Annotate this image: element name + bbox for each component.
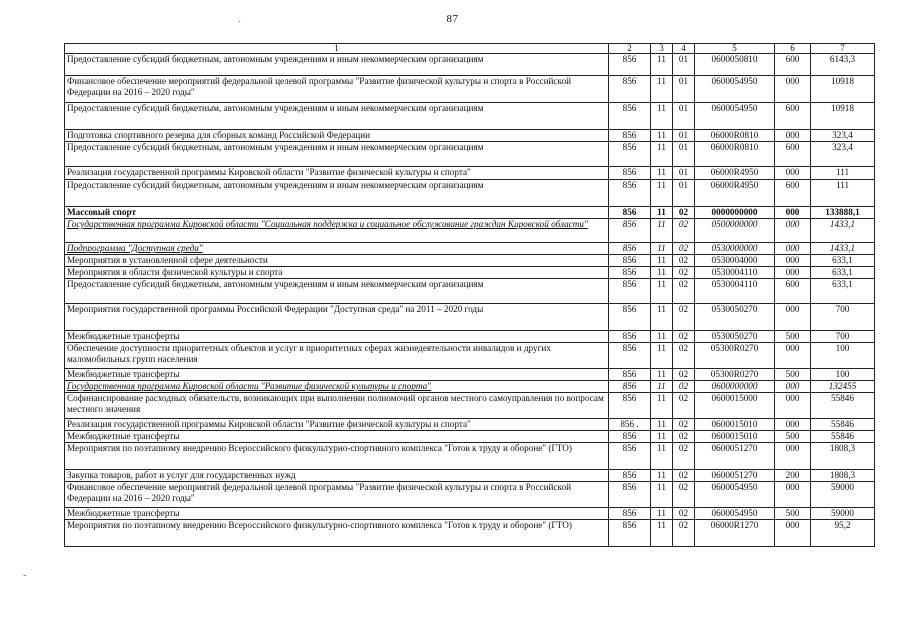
- subsection-code: 01: [673, 142, 695, 167]
- column-number: 3: [651, 44, 673, 54]
- section-code: 11: [651, 243, 673, 255]
- target-article-code: 0600051270: [695, 470, 775, 482]
- target-article-code: 0530000000: [695, 243, 775, 255]
- section-code: 11: [651, 482, 673, 508]
- amount: 323,4: [811, 130, 875, 142]
- table-row: [65, 304, 875, 331]
- table-row: [65, 267, 875, 279]
- expense-type-code: 000: [775, 167, 811, 180]
- subsection-code: 02: [673, 381, 695, 393]
- section-code: 11: [651, 76, 673, 103]
- amount: 700: [811, 331, 875, 343]
- table-row: [65, 520, 875, 547]
- target-article-code: 0000000000: [695, 207, 775, 219]
- budget-table-container: [64, 43, 874, 547]
- line-item-name: Межбюджетные трансферты: [65, 331, 609, 343]
- subsection-code: 02: [673, 243, 695, 255]
- table-row: [65, 381, 875, 393]
- expense-type-code: 000: [775, 393, 811, 419]
- expense-type-code: 600: [775, 180, 811, 207]
- section-code: 11: [651, 103, 673, 130]
- expense-type-code: 000: [775, 381, 811, 393]
- expense-type-code: 000: [775, 130, 811, 142]
- section-code: 11: [651, 279, 673, 304]
- ministry-code: 856: [609, 207, 651, 219]
- expense-type-code: 000: [775, 343, 811, 369]
- ministry-code: 856: [609, 304, 651, 331]
- amount: 59000: [811, 508, 875, 520]
- table-row: [65, 103, 875, 130]
- table-row: [65, 431, 875, 443]
- ministry-code: 856: [609, 130, 651, 142]
- line-item-name: Реализация государственной программы Кировской области "Развитие физической культуры и спорта": [65, 419, 609, 431]
- amount: 100: [811, 369, 875, 381]
- expense-type-code: 500: [775, 508, 811, 520]
- amount: 55846: [811, 419, 875, 431]
- section-code: 11: [651, 54, 673, 76]
- page-number: 87: [446, 13, 459, 25]
- expense-type-code: 200: [775, 470, 811, 482]
- ministry-code: 856: [609, 381, 651, 393]
- column-number: 2: [609, 44, 651, 54]
- section-code: 11: [651, 267, 673, 279]
- expense-type-code: 000: [775, 304, 811, 331]
- budget-table: [64, 43, 875, 547]
- line-item-name: Реализация государственной программы Кировской области "Развитие физической культуры и спорта": [65, 167, 609, 180]
- expense-type-code: 600: [775, 54, 811, 76]
- expense-type-code: 000: [775, 482, 811, 508]
- ministry-code: 856: [609, 103, 651, 130]
- amount: 55846: [811, 431, 875, 443]
- target-article-code: 0530004000: [695, 255, 775, 267]
- target-article-code: 0600015010: [695, 431, 775, 443]
- line-item-name: Массовый спорт: [65, 207, 609, 219]
- target-article-code: 05300R0270: [695, 369, 775, 381]
- target-article-code: 0530004110: [695, 279, 775, 304]
- target-article-code: 0600054950: [695, 76, 775, 103]
- line-item-name: Мероприятия по поэтапному внедрению Всероссийского физкультурно-спортивного комплекса "Готов к труду и обороне" (ГТО): [65, 443, 609, 470]
- subsection-code: 02: [673, 279, 695, 304]
- ministry-code: 856: [609, 343, 651, 369]
- section-code: 11: [651, 219, 673, 243]
- section-code: 11: [651, 508, 673, 520]
- line-item-name: Предоставление субсидий бюджетным, автономным учреждениям и иным некоммерческим организациям: [65, 54, 609, 76]
- ministry-code: 856 .: [609, 419, 651, 431]
- line-item-name: Мероприятия по поэтапному внедрению Всероссийского физкультурно-спортивного комплекса "Готов к труду и обороне" (ГТО): [65, 520, 609, 547]
- table-row: [65, 443, 875, 470]
- column-number: 6: [775, 44, 811, 54]
- ministry-code: 856: [609, 142, 651, 167]
- subsection-code: 02: [673, 207, 695, 219]
- expense-type-code: 000: [775, 267, 811, 279]
- amount: 10918: [811, 76, 875, 103]
- subsection-code: 02: [673, 369, 695, 381]
- amount: 1433,1: [811, 219, 875, 243]
- amount: 1433,1: [811, 243, 875, 255]
- subsection-code: 02: [673, 431, 695, 443]
- line-item-name: Мероприятия в области физической культуры и спорта: [65, 267, 609, 279]
- table-row: [65, 482, 875, 508]
- target-article-code: 06000R4950: [695, 180, 775, 207]
- amount: 111: [811, 167, 875, 180]
- section-code: 11: [651, 343, 673, 369]
- line-item-name: Подпрограмма "Доступная среда": [65, 243, 609, 255]
- target-article-code: 0530004110: [695, 267, 775, 279]
- expense-type-code: 500: [775, 331, 811, 343]
- line-item-name: Государственная программа Кировской области "Развитие физической культуры и спорта": [65, 381, 609, 393]
- amount: 59000: [811, 482, 875, 508]
- section-code: 11: [651, 520, 673, 547]
- target-article-code: 0600050810: [695, 54, 775, 76]
- subsection-code: 01: [673, 130, 695, 142]
- table-row: [65, 470, 875, 482]
- target-article-code: 0600054950: [695, 508, 775, 520]
- target-article-code: 06000R1270: [695, 520, 775, 547]
- expense-type-code: 000: [775, 419, 811, 431]
- amount: 111: [811, 180, 875, 207]
- column-number: 5: [695, 44, 775, 54]
- table-row: [65, 167, 875, 180]
- table-row: [65, 508, 875, 520]
- target-article-code: 05300R0270: [695, 343, 775, 369]
- line-item-name: Финансовое обеспечение мероприятий федеральной целевой программы "Развитие физической культуры и спорта в Российской Федерации на 2016 – 2020 годы": [65, 76, 609, 103]
- amount: 633,1: [811, 255, 875, 267]
- target-article-code: 0600051270: [695, 443, 775, 470]
- amount: 132455: [811, 381, 875, 393]
- amount: 700: [811, 304, 875, 331]
- ministry-code: 856: [609, 54, 651, 76]
- ministry-code: 856: [609, 76, 651, 103]
- ministry-code: 856: [609, 393, 651, 419]
- section-code: 11: [651, 142, 673, 167]
- target-article-code: 0600015000: [695, 393, 775, 419]
- ministry-code: 856: [609, 443, 651, 470]
- line-item-name: Финансовое обеспечение мероприятий федеральной целевой программы "Развитие физической культуры и спорта в Российской Федерации на 2016 – 2020 годы": [65, 482, 609, 508]
- section-code: 11: [651, 369, 673, 381]
- section-code: 11: [651, 180, 673, 207]
- expense-type-code: 600: [775, 142, 811, 167]
- column-number-row: [65, 44, 875, 54]
- line-item-name: Государственная программа Кировской области "Социальная поддержка и социальное обслуживание граждан Кировской области": [65, 219, 609, 243]
- subsection-code: 01: [673, 180, 695, 207]
- subsection-code: 02: [673, 304, 695, 331]
- amount: 6143,3: [811, 54, 875, 76]
- ministry-code: 856: [609, 508, 651, 520]
- target-article-code: 0500000000: [695, 219, 775, 243]
- line-item-name: Подготовка спортивного резерва для сборных команд Российской Федерации: [65, 130, 609, 142]
- ministry-code: 856: [609, 219, 651, 243]
- table-row: [65, 54, 875, 76]
- expense-type-code: 600: [775, 279, 811, 304]
- table-row: [65, 255, 875, 267]
- section-code: 11: [651, 130, 673, 142]
- ministry-code: 856: [609, 482, 651, 508]
- amount: 1808,3: [811, 470, 875, 482]
- section-code: 11: [651, 304, 673, 331]
- subsection-code: 02: [673, 482, 695, 508]
- amount: 633,1: [811, 279, 875, 304]
- scan-mark-top: ·: [238, 17, 242, 28]
- table-row: [65, 180, 875, 207]
- section-code: 11: [651, 381, 673, 393]
- ministry-code: 856: [609, 167, 651, 180]
- subsection-code: 01: [673, 54, 695, 76]
- expense-type-code: 000: [775, 443, 811, 470]
- expense-type-code: 000: [775, 520, 811, 547]
- ministry-code: 856: [609, 369, 651, 381]
- target-article-code: 0600054950: [695, 482, 775, 508]
- ministry-code: 856: [609, 520, 651, 547]
- ministry-code: 856: [609, 267, 651, 279]
- line-item-name: Предоставление субсидий бюджетным, автономным учреждениям и иным некоммерческим организациям: [65, 103, 609, 130]
- table-row: [65, 393, 875, 419]
- target-article-code: 0600054950: [695, 103, 775, 130]
- expense-type-code: 000: [775, 243, 811, 255]
- table-row: [65, 369, 875, 381]
- target-article-code: 0600015010: [695, 419, 775, 431]
- subsection-code: 02: [673, 393, 695, 419]
- expense-type-code: 600: [775, 103, 811, 130]
- amount: 100: [811, 343, 875, 369]
- table-row: [65, 243, 875, 255]
- subsection-code: 02: [673, 267, 695, 279]
- table-row: [65, 331, 875, 343]
- amount: 323,4: [811, 142, 875, 167]
- table-row: [65, 279, 875, 304]
- line-item-name: Закупка товаров, работ и услуг для государственных нужд: [65, 470, 609, 482]
- column-number: 1: [65, 44, 609, 54]
- table-row: [65, 142, 875, 167]
- amount: 95,2: [811, 520, 875, 547]
- subsection-code: 02: [673, 470, 695, 482]
- subsection-code: 02: [673, 443, 695, 470]
- table-row: [65, 219, 875, 243]
- line-item-name: Мероприятия государственной программы Российской Федерации "Доступная среда" на 2011 – 2020 годы: [65, 304, 609, 331]
- column-number: 4: [673, 44, 695, 54]
- section-code: 11: [651, 431, 673, 443]
- subsection-code: 02: [673, 419, 695, 431]
- line-item-name: Межбюджетные трансферты: [65, 508, 609, 520]
- subsection-code: 02: [673, 508, 695, 520]
- table-body: [65, 44, 875, 547]
- subsection-code: 02: [673, 219, 695, 243]
- column-number: 7: [811, 44, 875, 54]
- subsection-code: 01: [673, 167, 695, 180]
- target-article-code: 0530050270: [695, 304, 775, 331]
- amount: 10918: [811, 103, 875, 130]
- expense-type-code: 500: [775, 431, 811, 443]
- section-code: 11: [651, 167, 673, 180]
- subsection-code: 01: [673, 103, 695, 130]
- table-row: [65, 419, 875, 431]
- amount: 133888,1: [811, 207, 875, 219]
- line-item-name: Межбюджетные трансферты: [65, 431, 609, 443]
- line-item-name: Предоставление субсидий бюджетным, автономным учреждениям и иным некоммерческим организациям: [65, 180, 609, 207]
- ministry-code: 856: [609, 431, 651, 443]
- section-code: 11: [651, 419, 673, 431]
- amount: 633,1: [811, 267, 875, 279]
- line-item-name: Межбюджетные трансферты: [65, 369, 609, 381]
- target-article-code: 0530050270: [695, 331, 775, 343]
- amount: 1808,3: [811, 443, 875, 470]
- section-code: 11: [651, 207, 673, 219]
- subsection-code: 02: [673, 255, 695, 267]
- ministry-code: 856: [609, 243, 651, 255]
- section-code: 11: [651, 443, 673, 470]
- line-item-name: Мероприятия в установленной сфере деятельности: [65, 255, 609, 267]
- ministry-code: 856: [609, 180, 651, 207]
- ministry-code: 856: [609, 331, 651, 343]
- line-item-name: Софинансирование расходных обязательств, возникающих при выполнении полномочий органов местного самоуправления по вопросам местного значения: [65, 393, 609, 419]
- subsection-code: 02: [673, 520, 695, 547]
- section-code: 11: [651, 470, 673, 482]
- expense-type-code: 000: [775, 219, 811, 243]
- line-item-name: Предоставление субсидий бюджетным, автономным учреждениям и иным некоммерческим организациям: [65, 279, 609, 304]
- ministry-code: 856: [609, 255, 651, 267]
- expense-type-code: 000: [775, 255, 811, 267]
- subsection-code: 01: [673, 76, 695, 103]
- line-item-name: Предоставление субсидий бюджетным, автономным учреждениям и иным некоммерческим организациям: [65, 142, 609, 167]
- ministry-code: 856: [609, 279, 651, 304]
- ministry-code: 856: [609, 470, 651, 482]
- target-article-code: 06000R0810: [695, 142, 775, 167]
- table-row: [65, 207, 875, 219]
- section-code: 11: [651, 331, 673, 343]
- subsection-code: 02: [673, 331, 695, 343]
- table-row: [65, 130, 875, 142]
- scan-mark-left: -: [23, 570, 27, 581]
- table-row: [65, 76, 875, 103]
- target-article-code: 06000R4950: [695, 167, 775, 180]
- table-row: [65, 343, 875, 369]
- section-code: 11: [651, 393, 673, 419]
- target-article-code: 0600000000: [695, 381, 775, 393]
- section-code: 11: [651, 255, 673, 267]
- target-article-code: 06000R0810: [695, 130, 775, 142]
- subsection-code: 02: [673, 343, 695, 369]
- line-item-name: Обеспечение доступности приоритетных объектов и услуг в приоритетных сферах жизнедеятельности инвалидов и других маломобильных групп населения: [65, 343, 609, 369]
- amount: 55846: [811, 393, 875, 419]
- expense-type-code: 000: [775, 207, 811, 219]
- expense-type-code: 000: [775, 76, 811, 103]
- expense-type-code: 500: [775, 369, 811, 381]
